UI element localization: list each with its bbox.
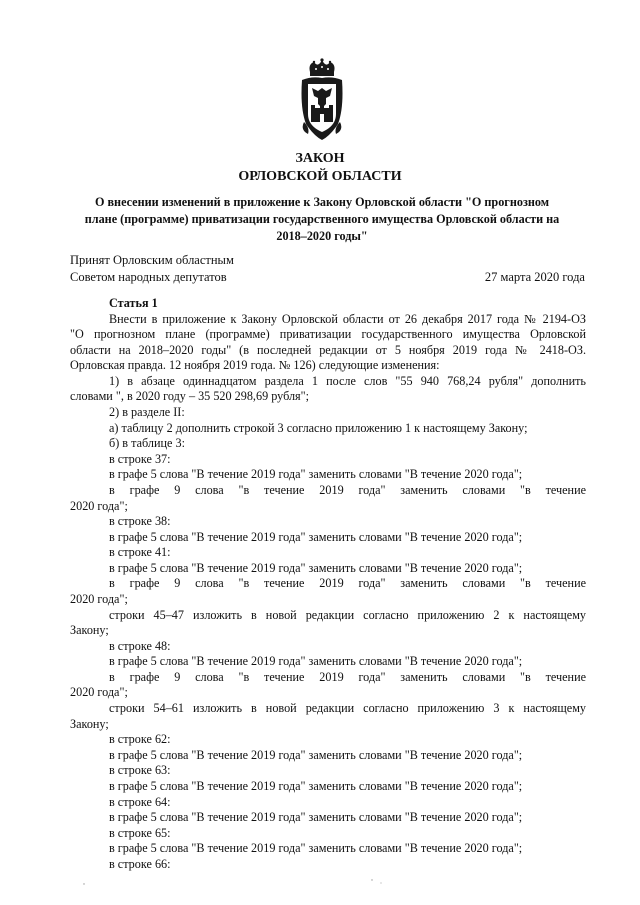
article-line: в строке 63: [109,763,171,778]
article-body [70,296,586,872]
law-subtitle [78,194,566,245]
article-line: в графе 5 слова "В течение 2019 года" заменить словами "В течение 2020 года"; [109,654,523,669]
article-line: в строке 62: [109,732,171,747]
article-line: Внести в приложение к Закону Орловской области от 26 декабря 2017 года № 2194-ОЗ [109,311,586,326]
article-line: строки 45–47 изложить в новой редакции согласно приложению 2 к настоящему [109,607,586,622]
scan-specks [0,870,640,890]
article-line: в графе 5 слова "В течение 2019 года" заменить словами "В течение 2020 года"; [109,529,523,544]
article-heading: Статья 1 [109,296,158,310]
law-region: ОРЛОВСКОЙ ОБЛАСТИ [238,169,402,184]
subtitle-line: 2018–2020 годы" [276,229,368,243]
article-line: в графе 5 слова "В течение 2019 года" заменить словами "В течение 2020 года"; [109,560,523,575]
article-lines [70,312,586,873]
article-line: в строке 38: [109,514,171,529]
article-line: области на 2018–2020 годы" (в последней редакции от 5 ноября 2019 года № 2418-ОЗ. [70,342,586,357]
article-line: Закону; [70,716,109,731]
article-line: в графе 5 слова "В течение 2019 года" заменить словами "В течение 2020 года"; [109,841,523,856]
article-line: строки 54–61 изложить в новой редакции согласно приложению 3 к настоящему [109,701,586,716]
article-line: б) в таблице 3: [109,436,185,451]
adoption-line: Принят Орловским областным [70,253,234,267]
article-line: Орловская правда. 12 ноября 2019 года. № 126) следующие изменения: [70,358,440,373]
article-line: 2) в разделе II: [109,405,185,420]
article-line: в графе 5 слова "В течение 2019 года" заменить словами "В течение 2020 года"; [109,747,523,762]
article-line: в строке 65: [109,825,171,840]
adoption-line: Советом народных депутатов [70,270,227,284]
article-line: в строке 48: [109,638,171,653]
article-line: в графе 5 слова "В течение 2019 года" заменить словами "В течение 2020 года"; [109,810,523,825]
article-line: в строке 41: [109,545,171,560]
adoption-statement [70,252,234,286]
article-line: в графе 9 слова "в течение 2019 года" заменить словами "в течение [109,669,586,684]
orel-region-coat-of-arms-icon [296,58,348,142]
article-line: в строке 37: [109,451,171,466]
article-line: словами ", в 2020 году – 35 520 298,69 рубля"; [70,389,310,404]
article-line: в графе 5 слова "В течение 2019 года" заменить словами "В течение 2020 года"; [109,467,523,482]
subtitle-line: О внесении изменений в приложение к Закону Орловской области "О прогнозном [94,195,550,209]
article-line: в графе 5 слова "В течение 2019 года" заменить словами "В течение 2020 года"; [109,778,523,793]
article-line: "О прогнозном плане (программе) приватизации государственного имущества Орловской [70,327,586,342]
article-line: 2020 года"; [70,685,128,700]
article-line: в графе 9 слова "в течение 2019 года" заменить словами "в течение [109,482,586,497]
article-line: в графе 9 слова "в течение 2019 года" заменить словами "в течение [109,576,586,591]
article-line: а) таблицу 2 дополнить строкой 3 согласно приложению 1 к настоящему Закону; [109,420,528,435]
subtitle-line: плане (программе) приватизации государственного имущества Орловской области на [84,212,560,226]
article-line: в строке 64: [109,794,171,809]
law-title: ЗАКОН [295,151,345,166]
article-line: Закону; [70,623,109,638]
article-line: в строке 66: [109,856,171,871]
article-line: 1) в абзаце одиннадцатом раздела 1 после слов "55 940 768,24 рубля" дополнить [109,373,586,388]
article-line: 2020 года"; [70,498,128,513]
article-line: 2020 года"; [70,591,128,606]
adoption-date: 27 марта 2020 года [484,270,585,284]
